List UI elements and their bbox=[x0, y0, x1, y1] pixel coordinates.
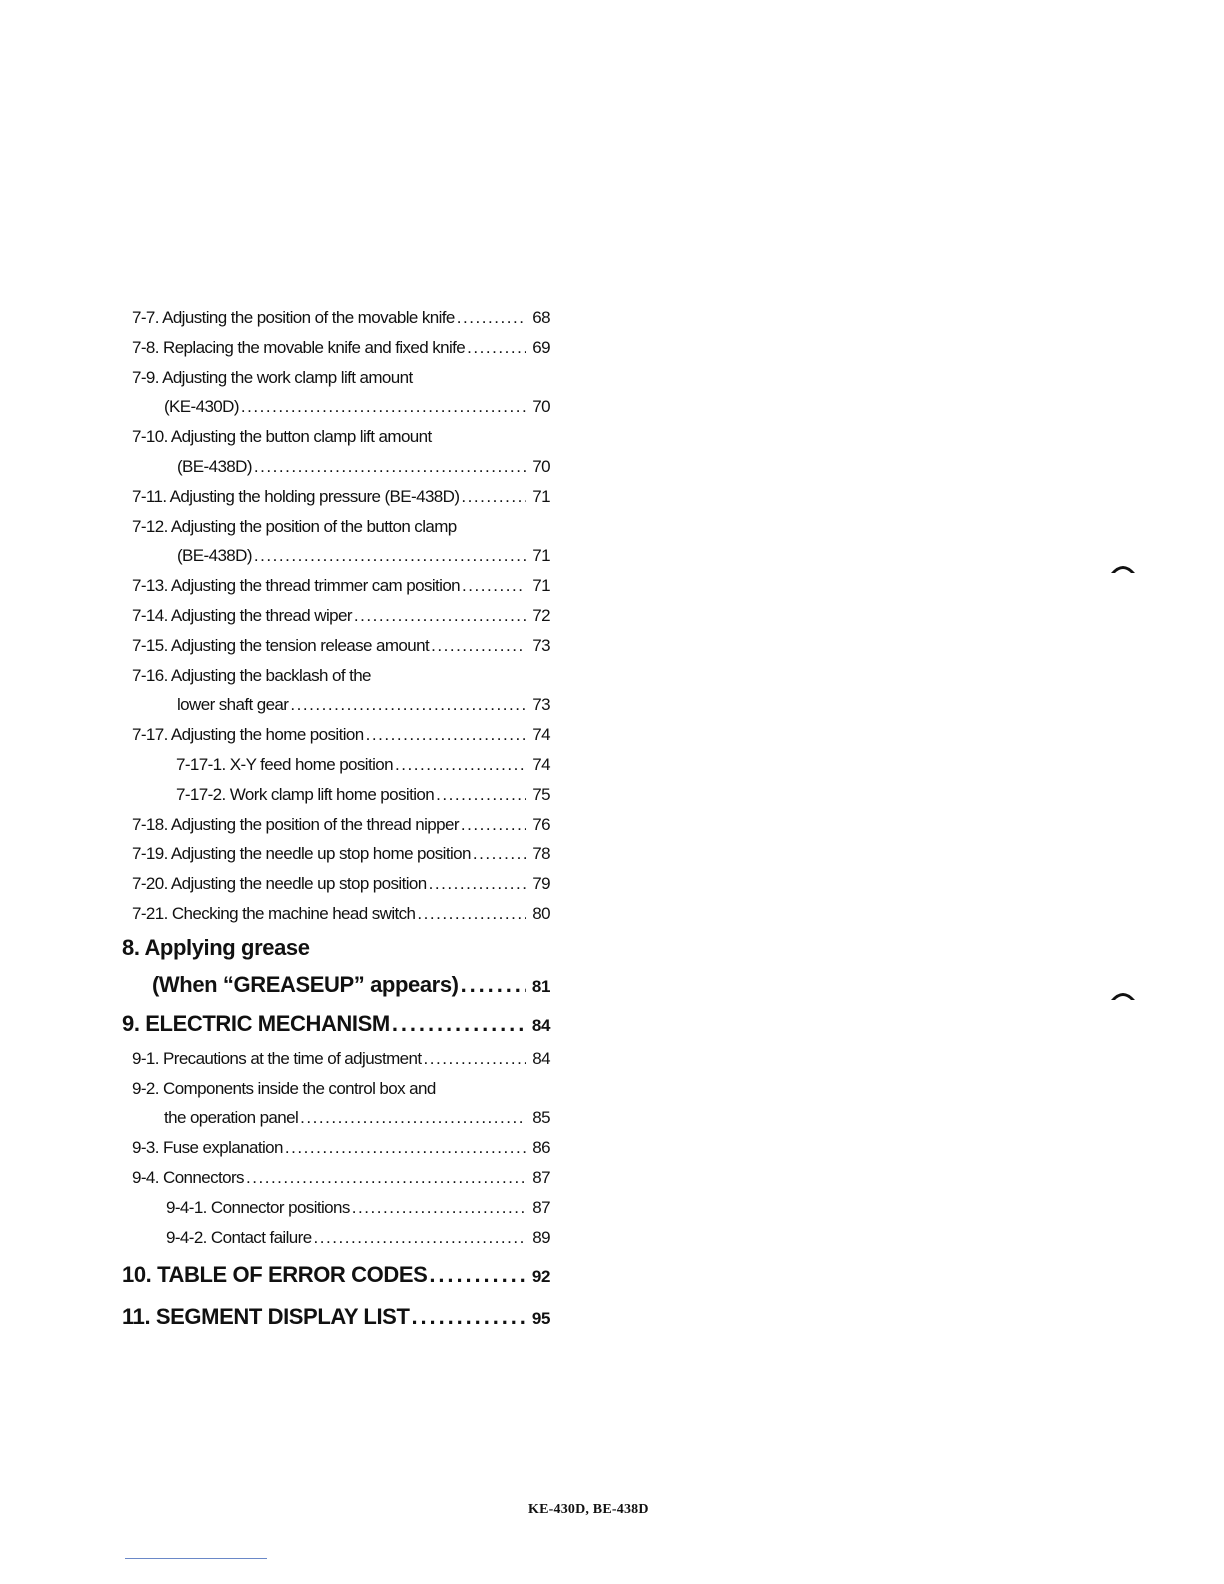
toc-entry bbox=[122, 541, 550, 571]
toc-entry-page: 80 bbox=[532, 903, 550, 923]
dot-leader bbox=[436, 780, 526, 810]
toc-entry-title: 9. ELECTRIC MECHANISM bbox=[122, 1010, 390, 1036]
toc-entry-title: 10. TABLE OF ERROR CODES bbox=[122, 1262, 428, 1288]
toc-entry-page: 85 bbox=[532, 1108, 550, 1128]
toc-entry-title: 7-7. Adjusting the position of the movable knife bbox=[132, 308, 455, 327]
toc-entry-title: 7-9. Adjusting the work clamp lift amount bbox=[132, 367, 413, 387]
toc-entry bbox=[122, 363, 550, 393]
dot-leader bbox=[246, 1163, 526, 1193]
toc-entry-title: (BE-438D) bbox=[177, 546, 252, 566]
toc-entry bbox=[122, 780, 550, 810]
toc-entry-title: lower shaft gear bbox=[177, 695, 289, 715]
toc-entry-title: 7-16. Adjusting the backlash of the bbox=[132, 665, 371, 685]
toc-entry-title: the operation panel bbox=[164, 1108, 299, 1128]
dot-leader bbox=[290, 690, 526, 720]
toc-entry-title: 7-21. Checking the machine head switch bbox=[132, 903, 416, 923]
dot-leader bbox=[354, 601, 526, 631]
toc-entry-title: 7-11. Adjusting the holding pressure (BE-438D) bbox=[132, 486, 460, 506]
toc-entry-page: 81 bbox=[531, 976, 550, 996]
dot-leader bbox=[254, 452, 526, 482]
toc-entry-page: 87 bbox=[532, 1197, 550, 1217]
toc-entry bbox=[122, 512, 550, 542]
dot-leader bbox=[457, 303, 526, 333]
toc-entry-page: 78 bbox=[532, 844, 550, 864]
toc-entry-page: 86 bbox=[532, 1138, 550, 1158]
toc-entry bbox=[122, 966, 550, 1005]
toc-entry-page: 74 bbox=[532, 754, 550, 774]
toc-entry-page: 70 bbox=[532, 456, 550, 476]
toc-entry-title: 7-14. Adjusting the thread wiper bbox=[132, 605, 352, 625]
toc-entry bbox=[122, 1074, 550, 1104]
toc-entry-title: 7-10. Adjusting the button clamp lift amount bbox=[132, 427, 432, 447]
dot-leader bbox=[417, 899, 526, 929]
toc-entry bbox=[122, 1256, 550, 1295]
toc-entry-page: 95 bbox=[531, 1309, 550, 1329]
toc-entry-page: 71 bbox=[532, 576, 550, 596]
margin-mark-icon bbox=[1110, 561, 1136, 575]
toc-entry-page: 70 bbox=[532, 397, 550, 417]
toc-entry bbox=[122, 1044, 550, 1074]
toc-entry bbox=[122, 1005, 550, 1044]
toc-entry-page: 84 bbox=[531, 1015, 550, 1035]
dot-leader bbox=[300, 1103, 526, 1133]
dot-leader bbox=[366, 720, 526, 750]
toc-entry bbox=[122, 303, 550, 333]
dot-leader bbox=[429, 1256, 526, 1293]
toc-entry bbox=[122, 452, 550, 482]
dot-leader bbox=[392, 1005, 526, 1042]
toc-entry bbox=[122, 1298, 550, 1337]
toc-entry-title: 8. Applying grease bbox=[122, 934, 310, 960]
toc-entry-page: 75 bbox=[532, 784, 550, 804]
toc-entry bbox=[122, 929, 550, 966]
toc-entry-title: 9-4. Connectors bbox=[132, 1167, 244, 1187]
toc-entry bbox=[122, 690, 550, 720]
toc-entry bbox=[122, 1133, 550, 1163]
toc-entry bbox=[122, 1103, 550, 1133]
page-footer: KE-430D, BE-438D bbox=[528, 1502, 649, 1517]
dot-leader bbox=[254, 541, 526, 571]
dot-leader bbox=[473, 839, 526, 869]
toc-entry bbox=[122, 661, 550, 691]
toc-entry-title: 7-17-2. Work clamp lift home position bbox=[176, 784, 435, 804]
toc-entry-title: 9-4-1. Connector positions bbox=[166, 1197, 350, 1217]
toc-entry-page: 72 bbox=[532, 605, 550, 625]
toc-entry-title: 7-20. Adjusting the needle up stop position bbox=[132, 874, 427, 894]
toc-entry-title: 7-13. Adjusting the thread trimmer cam position bbox=[132, 576, 461, 596]
bottom-rule bbox=[125, 1558, 267, 1559]
dot-leader bbox=[241, 392, 526, 422]
toc-entry-title: 9-2. Components inside the control box and bbox=[132, 1078, 436, 1098]
toc-entry bbox=[122, 1193, 550, 1223]
table-of-contents bbox=[122, 303, 550, 1337]
toc-entry-title: 7-8. Replacing the movable knife and fixed knife bbox=[132, 337, 466, 357]
toc-entry bbox=[122, 750, 550, 780]
toc-entry-page: 87 bbox=[532, 1167, 550, 1187]
toc-entry-page: 73 bbox=[532, 695, 550, 715]
toc-entry bbox=[122, 631, 550, 661]
toc-entry-page: 68 bbox=[532, 308, 550, 327]
toc-entry-page: 84 bbox=[532, 1048, 550, 1068]
toc-entry bbox=[122, 810, 550, 840]
toc-entry-title: 7-17-1. X-Y feed home position bbox=[176, 754, 393, 774]
toc-entry-title: 7-17. Adjusting the home position bbox=[132, 725, 364, 745]
margin-mark-icon bbox=[1110, 988, 1136, 1002]
dot-leader bbox=[461, 810, 526, 840]
toc-entry-page: 89 bbox=[532, 1227, 550, 1247]
toc-entry-page: 73 bbox=[532, 635, 550, 655]
dot-leader bbox=[352, 1193, 526, 1223]
toc-entry-title: 7-15. Adjusting the tension release amount bbox=[132, 635, 430, 655]
toc-entry bbox=[122, 392, 550, 422]
toc-entry bbox=[122, 899, 550, 929]
toc-entry-page: 79 bbox=[532, 874, 550, 894]
toc-entry bbox=[122, 1223, 550, 1253]
toc-entry-title: 9-4-2. Contact failure bbox=[166, 1227, 312, 1247]
toc-entry bbox=[122, 601, 550, 631]
toc-entry-title: (When “GREASEUP” appears) bbox=[152, 971, 459, 997]
toc-entry-page: 92 bbox=[531, 1267, 550, 1287]
dot-leader bbox=[461, 482, 526, 512]
dot-leader bbox=[467, 333, 526, 363]
dot-leader bbox=[461, 966, 526, 1003]
toc-entry bbox=[122, 1163, 550, 1193]
dot-leader bbox=[412, 1298, 527, 1335]
toc-entry bbox=[122, 482, 550, 512]
dot-leader bbox=[423, 1044, 526, 1074]
toc-entry-title: 7-19. Adjusting the needle up stop home position bbox=[132, 844, 471, 864]
toc-entry-title: (BE-438D) bbox=[177, 456, 252, 476]
dot-leader bbox=[285, 1133, 526, 1163]
toc-entry bbox=[122, 720, 550, 750]
toc-entry-page: 71 bbox=[532, 486, 550, 506]
toc-entry-title: 11. SEGMENT DISPLAY LIST bbox=[122, 1304, 410, 1330]
toc-entry-title: (KE-430D) bbox=[164, 397, 239, 417]
toc-entry-title: 7-12. Adjusting the position of the button clamp bbox=[132, 516, 457, 536]
dot-leader bbox=[431, 631, 526, 661]
toc-entry-page: 71 bbox=[532, 546, 550, 566]
toc-entry-title: 9-1. Precautions at the time of adjustment bbox=[132, 1048, 422, 1068]
toc-entry bbox=[122, 571, 550, 601]
toc-entry-title: 7-18. Adjusting the position of the thread nipper bbox=[132, 814, 459, 834]
toc-entry bbox=[122, 839, 550, 869]
dot-leader bbox=[462, 571, 526, 601]
toc-entry bbox=[122, 869, 550, 899]
toc-entry bbox=[122, 422, 550, 452]
dot-leader bbox=[314, 1223, 526, 1253]
toc-entry-page: 69 bbox=[532, 337, 550, 357]
toc-entry-page: 74 bbox=[532, 725, 550, 745]
toc-entry bbox=[122, 333, 550, 363]
dot-leader bbox=[429, 869, 526, 899]
dot-leader bbox=[395, 750, 526, 780]
toc-entry-page: 76 bbox=[532, 814, 550, 834]
toc-entry-title: 9-3. Fuse explanation bbox=[132, 1138, 283, 1158]
